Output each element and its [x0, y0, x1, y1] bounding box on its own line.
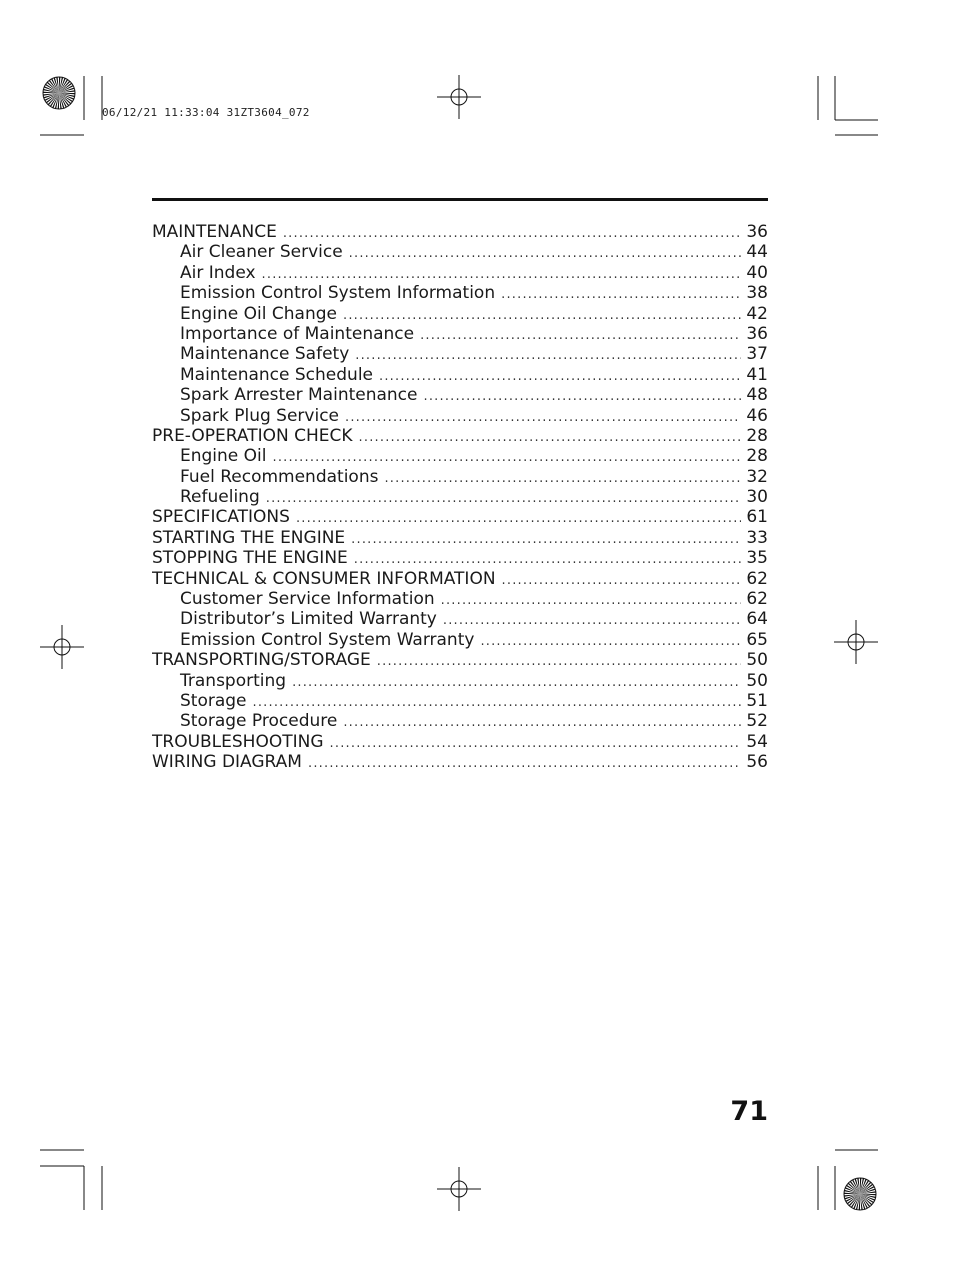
- dot-leader: [266, 489, 742, 507]
- index-entry-label: Refueling: [180, 487, 260, 508]
- index-list: [152, 222, 768, 773]
- index-subentry: [152, 630, 768, 650]
- dot-leader: [384, 469, 741, 487]
- index-entry-page: 44: [746, 242, 768, 263]
- index-entry-label: STOPPING THE ENGINE: [152, 548, 348, 569]
- index-entry-label: WIRING DIAGRAM: [152, 752, 302, 773]
- index-entry-page: 30: [746, 487, 768, 508]
- dot-leader: [345, 408, 741, 426]
- dot-leader: [283, 224, 742, 242]
- index-subentry: [152, 671, 768, 691]
- index-entry-page: 41: [746, 364, 768, 385]
- dot-leader: [501, 285, 741, 303]
- index-entry-page: 61: [746, 507, 768, 528]
- index-entry-label: Maintenance Schedule: [180, 364, 374, 385]
- index-subentry: [152, 589, 768, 609]
- registration-crosshair-icon: [437, 1167, 481, 1211]
- index-entry-page: 50: [746, 670, 768, 691]
- index-entry: [152, 426, 768, 446]
- index-entry-page: 46: [746, 405, 768, 426]
- dot-leader: [351, 530, 741, 548]
- index-entry: [152, 732, 768, 752]
- index-entry-page: 35: [746, 548, 768, 569]
- index-entry-label: TRANSPORTING/STORAGE: [152, 650, 371, 671]
- dot-leader: [253, 693, 742, 711]
- dot-leader: [443, 611, 741, 629]
- dot-leader: [424, 387, 742, 405]
- index-entry-label: Emission Control System Information: [180, 283, 496, 304]
- index-entry-label: Distributor’s Limited Warranty: [180, 609, 437, 630]
- page-number: 71: [730, 1096, 768, 1127]
- index-entry-label: SPECIFICATIONS: [152, 507, 290, 528]
- index-subentry: [152, 242, 768, 262]
- index-entry-page: 64: [746, 609, 768, 630]
- index-entry-label: Storage Procedure: [180, 711, 338, 732]
- index-entry-page: 56: [746, 752, 768, 773]
- dot-leader: [330, 734, 742, 752]
- index-entry-page: 32: [746, 466, 768, 487]
- dot-leader: [292, 673, 741, 691]
- index-entry-label: Spark Plug Service: [180, 405, 340, 426]
- index-entry-label: Engine Oil: [180, 446, 267, 467]
- index-entry-page: 36: [746, 222, 768, 242]
- index-entry-page: 28: [746, 425, 768, 446]
- dot-leader: [354, 550, 742, 568]
- index-entry-page: 51: [746, 690, 768, 711]
- index-entry-page: 62: [746, 589, 768, 610]
- index-entry: [152, 507, 768, 527]
- index-subentry: [152, 304, 768, 324]
- index-entry: [152, 222, 768, 242]
- registration-crosshair-icon: [834, 620, 878, 664]
- index-entry-page: 42: [746, 303, 768, 324]
- index-entry-label: Spark Arrester Maintenance: [180, 385, 418, 406]
- index-subentry: [152, 283, 768, 303]
- index-subentry: [152, 691, 768, 711]
- index-entry-label: Storage: [180, 690, 247, 711]
- dot-leader: [441, 591, 742, 609]
- index-subentry: [152, 406, 768, 426]
- index-subentry: [152, 263, 768, 283]
- index-subentry: [152, 711, 768, 731]
- index-entry-label: PRE-OPERATION CHECK: [152, 425, 353, 446]
- index-subentry: [152, 609, 768, 629]
- index-entry-label: Air Cleaner Service: [180, 242, 343, 263]
- dot-leader: [296, 509, 741, 527]
- dot-leader: [359, 428, 742, 446]
- index-subentry: [152, 487, 768, 507]
- index-entry-label: TROUBLESHOOTING: [152, 731, 324, 752]
- index-entry-page: 37: [746, 344, 768, 365]
- dot-leader: [355, 346, 741, 364]
- index-subentry: [152, 344, 768, 364]
- dot-leader: [343, 306, 741, 324]
- dot-leader: [273, 448, 742, 466]
- index-entry-label: STARTING THE ENGINE: [152, 527, 346, 548]
- registration-crosshair-icon: [40, 625, 84, 669]
- dot-leader: [262, 265, 742, 283]
- index-entry-label: MAINTENANCE: [152, 222, 277, 242]
- index-entry-label: TECHNICAL & CONSUMER INFORMATION: [152, 568, 496, 589]
- index-entry-page: 28: [746, 446, 768, 467]
- index-entry-page: 62: [746, 568, 768, 589]
- print-timestamp: 06/12/21 11:33:04 31ZT3604_072: [102, 106, 310, 119]
- dot-leader: [308, 754, 741, 772]
- index-entry-page: 52: [746, 711, 768, 732]
- index-subentry: [152, 446, 768, 466]
- index-entry: [152, 548, 768, 568]
- index-entry-page: 54: [746, 731, 768, 752]
- index-entry-label: Engine Oil Change: [180, 303, 337, 324]
- dot-leader: [502, 571, 742, 589]
- dot-leader: [349, 244, 742, 262]
- dot-leader: [377, 652, 742, 670]
- index-entry-label: Emission Control System Warranty: [180, 629, 475, 650]
- index-entry-label: Importance of Maintenance: [180, 323, 415, 344]
- index-entry-page: 33: [746, 527, 768, 548]
- index-entry-page: 50: [746, 650, 768, 671]
- dot-leader: [480, 632, 741, 650]
- dot-leader: [379, 367, 741, 385]
- index-entry-label: Fuel Recommendations: [180, 466, 379, 487]
- index-subentry: [152, 467, 768, 487]
- starburst-registration-icon: [842, 1176, 878, 1212]
- header-rule: [152, 198, 768, 201]
- index-entry-page: 48: [746, 385, 768, 406]
- index-entry: [152, 569, 768, 589]
- index-subentry: [152, 385, 768, 405]
- dot-leader: [420, 326, 741, 344]
- index-entry-page: 38: [746, 283, 768, 304]
- index-entry: [152, 528, 768, 548]
- index-subentry: [152, 324, 768, 344]
- index-entry-page: 36: [746, 323, 768, 344]
- registration-crosshair-icon: [437, 75, 481, 119]
- index-entry-page: 40: [746, 262, 768, 283]
- dot-leader: [343, 713, 741, 731]
- index-entry-label: Transporting: [180, 670, 287, 691]
- index-entry-label: Maintenance Safety: [180, 344, 350, 365]
- starburst-registration-icon: [41, 75, 77, 111]
- index-entry: [152, 650, 768, 670]
- index-subentry: [152, 365, 768, 385]
- index-entry: [152, 752, 768, 772]
- index-entry-page: 65: [746, 629, 768, 650]
- index-entry-label: Customer Service Information: [180, 589, 435, 610]
- index-entry-label: Air Index: [180, 262, 256, 283]
